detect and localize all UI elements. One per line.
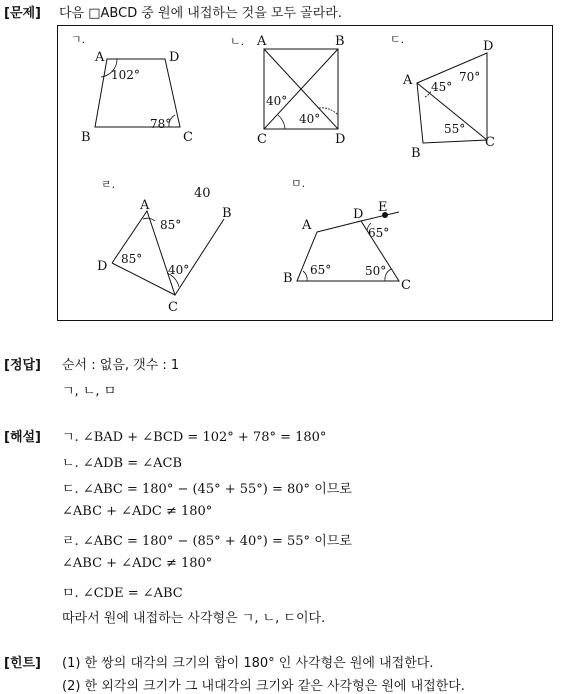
angle-label: 40° <box>168 263 190 277</box>
angle-label: 45° <box>431 80 453 94</box>
angle-label: 50° <box>365 264 387 278</box>
hint-line: (2) 한 외각의 크기가 그 내대각의 크기와 같은 사각형은 원에 내접한다. <box>62 679 465 694</box>
answer-count: 순서 : 없음, 갯수 : 1 <box>62 358 180 373</box>
solution-label: [해설] <box>4 430 41 445</box>
vertex-label: A <box>140 198 150 213</box>
answer-choices: ㄱ, ㄴ, ㅁ <box>62 384 117 399</box>
angle-label: 85° <box>121 252 143 266</box>
angle-label: 70° <box>459 70 481 84</box>
vertex-label: C <box>168 300 178 315</box>
vertex-label: A <box>403 73 413 88</box>
vertex-label: D <box>169 50 180 65</box>
vertex-label: C <box>485 135 495 150</box>
solution-line: ㄷ. ∠ABC = 180° − (45° + 55°) = 80° 이므로 <box>62 482 352 497</box>
answer-label: [정답] <box>4 358 41 373</box>
vertex-label: B <box>335 34 345 49</box>
solution-line: ㄹ. ∠ABC = 180° − (85° + 40°) = 55° 이므로 <box>62 534 352 549</box>
vertex-label: C <box>401 278 411 293</box>
vertex-label: B <box>283 271 293 286</box>
figure-tag: ㄹ. <box>101 178 116 191</box>
angle-label: 55° <box>444 122 466 136</box>
vertex-label: B <box>411 146 421 161</box>
vertex-label: D <box>353 207 364 222</box>
vertex-label: A <box>95 50 105 65</box>
figure-tag: ㅁ. <box>291 177 306 190</box>
problem-label: [문제] <box>4 6 41 21</box>
vertex-label: E <box>378 200 388 215</box>
figure-tag: ㄱ. <box>71 33 86 46</box>
figure-tag: ㄷ. <box>390 33 405 46</box>
vertex-label: C <box>183 130 193 145</box>
figure-digeut <box>390 33 495 161</box>
vertex-label: A <box>257 34 267 49</box>
angle-label: 85° <box>160 218 182 232</box>
figure-tag: ㄴ. <box>230 35 245 48</box>
problem-text: 다음 □ABCD 중 원에 내접하는 것을 모두 골라라. <box>59 6 342 21</box>
figure-mieum <box>283 177 411 293</box>
angle-label: 40° <box>266 94 288 108</box>
vertex-label: D <box>97 259 108 274</box>
hint-line: (1) 한 쌍의 대각의 크기의 합이 180° 인 사각형은 원에 내접한다. <box>62 656 434 671</box>
angle-label: 40° <box>299 112 321 126</box>
solution-line: ∠ABC + ∠ADC ≠ 180° <box>62 556 213 571</box>
solution-line: ㄱ. ∠BAD + ∠BCD = 102° + 78° = 180° <box>62 430 327 445</box>
vertex-label: B <box>222 206 232 221</box>
angle-label: 102° <box>111 68 140 82</box>
figure-nieun <box>230 34 345 147</box>
solution-line: ㄴ. ∠ADB = ∠ACB <box>62 456 183 471</box>
vertex-label: C <box>257 132 267 147</box>
angle-label: 65° <box>368 226 390 240</box>
angle-label: 78° <box>150 117 172 131</box>
vertex-label: B <box>81 130 91 145</box>
hint-label: [힌트] <box>4 656 41 671</box>
vertex-label: D <box>483 39 494 54</box>
solution-line: ∠ABC + ∠ADC ≠ 180° <box>62 504 213 519</box>
extra-label: 40 <box>194 186 211 201</box>
vertex-label: D <box>335 132 346 147</box>
angle-label: 65° <box>310 263 332 277</box>
solution-line: ㅁ. ∠CDE = ∠ABC <box>62 586 183 601</box>
figure-rieul <box>97 178 232 315</box>
solution-line: 따라서 원에 내접하는 사각형은 ㄱ, ㄴ, ㄷ이다. <box>62 611 326 626</box>
vertex-label: A <box>302 218 312 233</box>
figure-box <box>57 25 553 321</box>
figure-giyeok <box>71 33 193 145</box>
